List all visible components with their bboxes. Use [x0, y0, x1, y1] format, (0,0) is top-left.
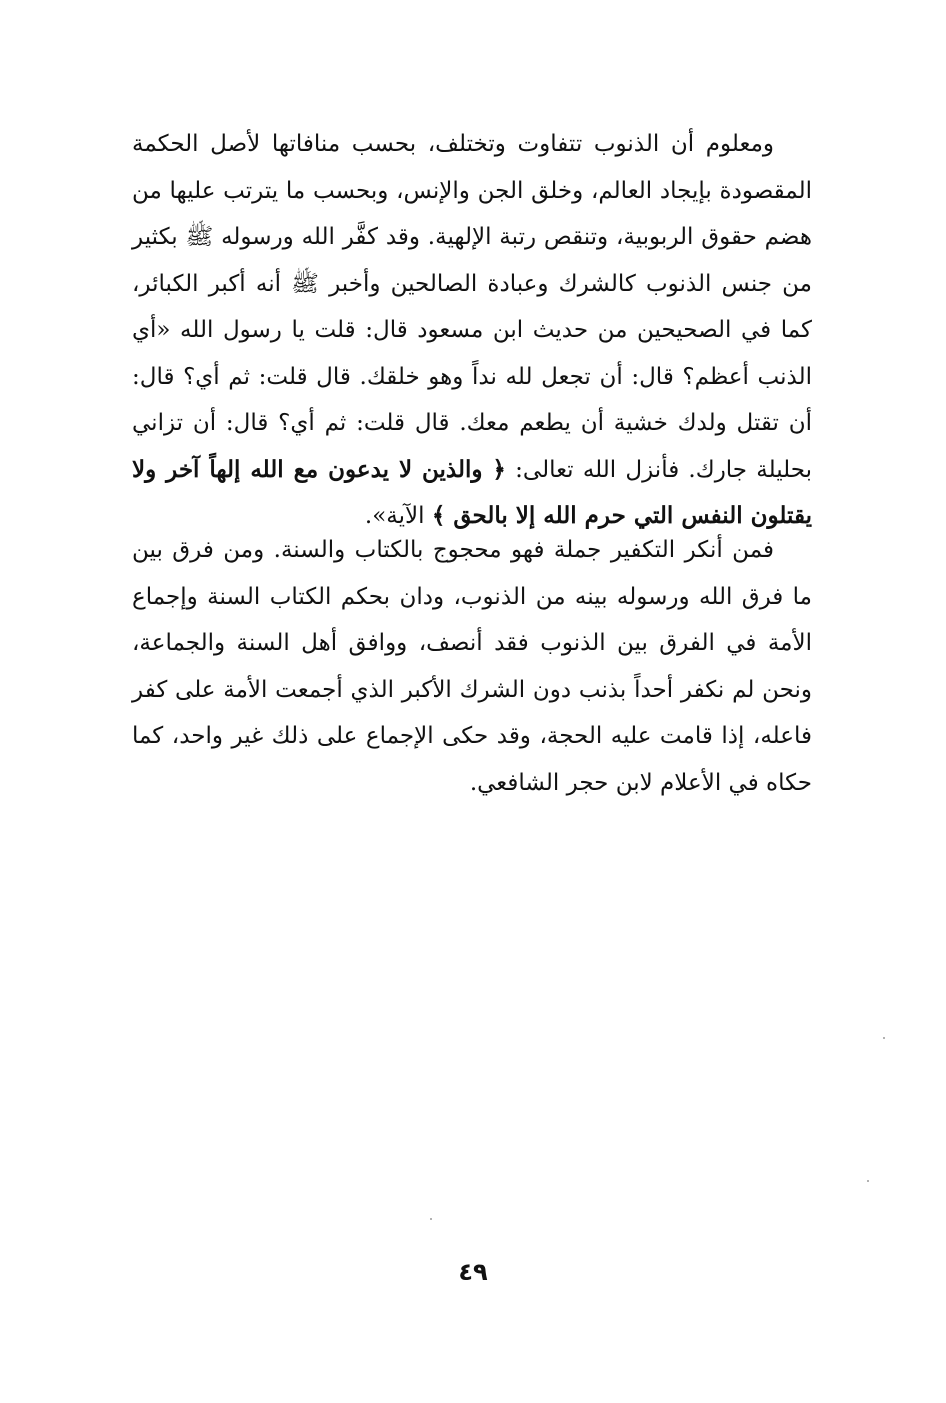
quran-verse-quote: ﴿ والذين لا يدعون مع الله إلهاً آخر ولا يقتلون النفس التي حرم الله إلا بالحق ﴾	[132, 455, 812, 529]
page-number: ٤٩	[458, 1258, 488, 1286]
scan-speck	[430, 1218, 432, 1220]
paragraph-1-text-part-1: ومعلوم أن الذنوب تتفاوت وتختلف، بحسب منافاتها لأصل الحكمة المقصودة بإيجاد العالم، وخلق الجن والإنس، وبحسب ما يترتب عليها من هضم حقوق الربوبية، وتنقص رتبة الإلهية. وقد كفَّر الله ورسوله ﷺ بكثير من جنس الذنوب كالشرك وعبادة الصالحين وأخبر ﷺ أنه أكبر الكبائر، كما في الصحيحين من حديث ابن مسعود قال: قلت يا رسول الله «أي الذنب أعظم؟ قال: أن تجعل لله نداً وهو خلقك. قال قلت: ثم أي؟ قال: أن تقتل ولدك خشية أن يطعم معك. قال قلت: ثم أي؟ قال: أن تزاني بحليلة جارك. فأنزل الله تعالى:	[132, 131, 813, 483]
paragraph-2-text: فمن أنكر التكفير جملة فهو محجوج بالكتاب والسنة. ومن فرق بين ما فرق الله ورسوله بينه من الذنوب، ودان بحكم الكتاب السنة وإجماع الأمة في الفرق بين الذنوب فقد أنصف، ووافق أهل السنة والجماعة، ونحن لم نكفر أحداً بذنب دون الشرك الأكبر الذي أجمعت الأمة على كفر فاعله، إذا قامت عليه الحجة، وقد حكى الإجماع على ذلك غير واحد، كما حكاه في الأعلام لابن حجر الشافعي.	[132, 537, 812, 796]
scan-speck	[867, 1180, 869, 1182]
paragraph-1-text-part-2: الآية».	[364, 503, 432, 529]
body-paragraph-1	[132, 121, 812, 540]
paragraph-text	[132, 121, 812, 540]
scan-speck	[883, 1037, 885, 1039]
paragraph-text	[132, 527, 812, 806]
body-paragraph-2	[132, 527, 812, 806]
